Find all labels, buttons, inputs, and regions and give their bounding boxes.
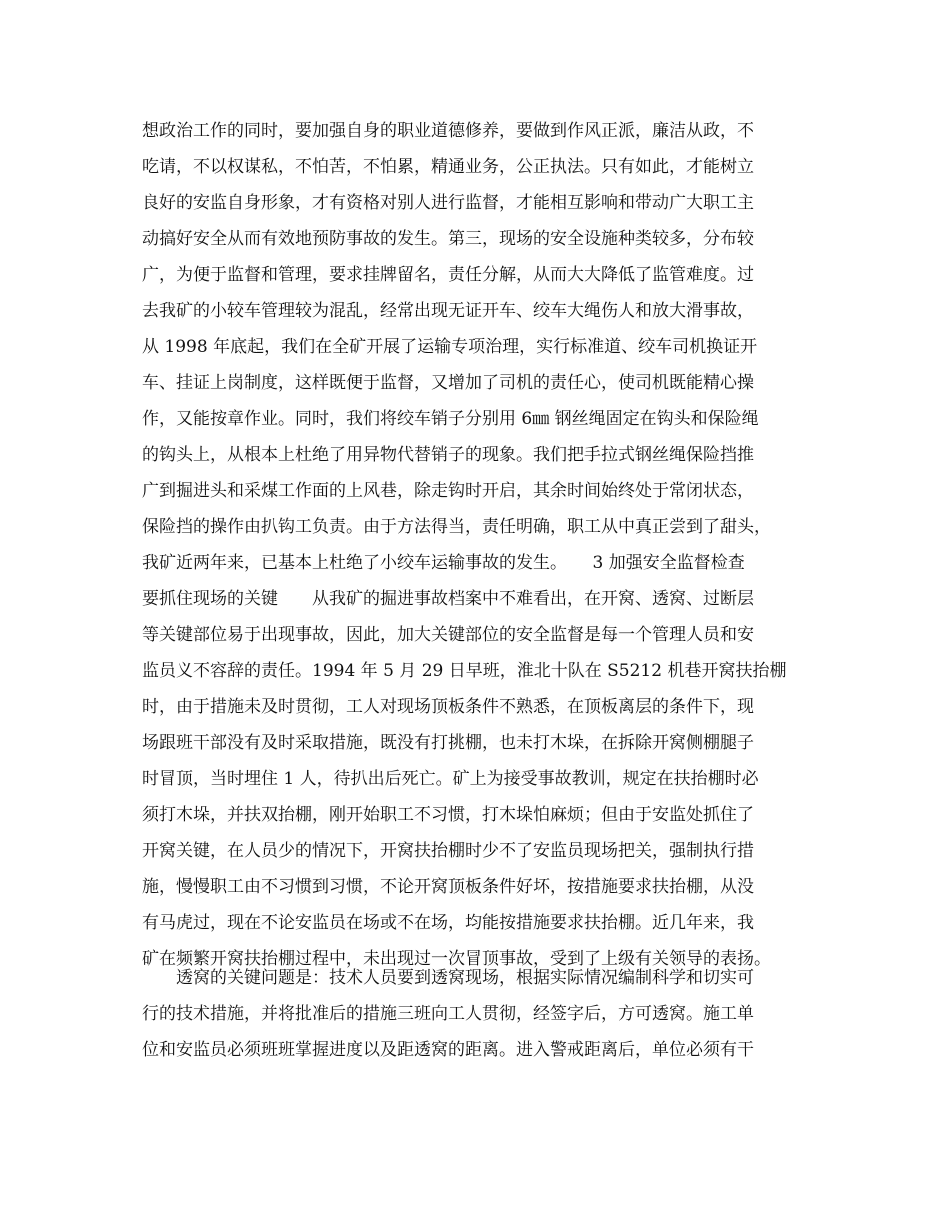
- text-line: 去我矿的小较车管理较为混乱，经常出现无证开车、绞车大绳伤人和放大滑事故，: [142, 301, 754, 321]
- text-line: 施，慢慢职工由不习惯到习惯，不论开窝顶板条件好坏，按措施要求扶抬棚，从没: [142, 877, 754, 897]
- text-line: 监员义不容辞的责任。1994 年 5 月 29 日早班，淮北十队在 S5212 机巷开窝扶抬棚: [142, 661, 787, 681]
- text-line: 透窝的关键问题是：技术人员要到透窝现场，根据实际情况编制科学和切实可: [142, 968, 754, 988]
- text-line: 时，由于措施未及时贯彻，工人对现场顶板条件不熟悉，在顶板离层的条件下，现: [142, 697, 754, 717]
- text-line: 广，为便于监督和管理，要求挂牌留名，责任分解，从而大大降低了监管难度。过: [142, 265, 754, 285]
- text-line: 想政治工作的同时，要加强自身的职业道德修养，要做到作风正派，廉洁从政，不: [142, 121, 754, 141]
- text-line: 要抓住现场的关键 从我矿的掘进事故档案中不难看出，在开窝、透窝、过断层: [142, 589, 754, 609]
- text-line: 须打木垛，并扶双抬棚，刚开始职工不习惯，打木垛怕麻烦；但由于安监处抓住了: [142, 805, 754, 825]
- text-line: 有马虎过，现在不论安监员在场或不在场，均能按措施要求扶抬棚。近几年来，我: [142, 913, 754, 933]
- text-line: 的钩头上，从根本上杜绝了用异物代替销子的现象。我们把手拉式钢丝绳保险挡推: [142, 445, 754, 465]
- text-line: 行的技术措施，并将批准后的措施三班向工人贯彻，经签字后，方可透窝。施工单: [142, 1004, 754, 1024]
- text-line: 矿在频繁开窝扶抬棚过程中，未出现过一次冒顶事故，受到了上级有关领导的表扬。: [142, 949, 771, 969]
- text-line: 吃请，不以权谋私，不怕苦，不怕累，精通业务，公正执法。只有如此，才能树立: [142, 157, 754, 177]
- text-line: 开窝关键，在人员少的情况下，开窝扶抬棚时少不了安监员现场把关，强制执行措: [142, 841, 754, 861]
- text-line: 场跟班干部没有及时采取措施，既没有打挑棚，也未打木垛，在拆除开窝侧棚腿子: [142, 733, 754, 753]
- text-line: 保险挡的操作由扒钩工负责。由于方法得当，责任明确，职工从中真正尝到了甜头，: [142, 517, 771, 537]
- text-line: 时冒顶，当时埋住 1 人，待扒出后死亡。矿上为接受事故教训，规定在扶抬棚时必: [142, 769, 759, 789]
- text-line: 广到掘进头和采煤工作面的上风巷，除走钩时开启，其余时间始终处于常闭状态，: [142, 481, 754, 501]
- text-line: 车、挂证上岗制度，这样既便于监督，又增加了司机的责任心，使司机既能精心操: [142, 373, 754, 393]
- text-line: 等关键部位易于出现事故，因此，加大关键部位的安全监督是每一个管理人员和安: [142, 625, 754, 645]
- text-line: 我矿近两年来，已基本上杜绝了小绞车运输事故的发生。 3 加强安全监督检查: [142, 553, 745, 573]
- text-line: 位和安监员必须班班掌握进度以及距透窝的距离。进入警戒距离后，单位必须有干: [142, 1040, 754, 1060]
- text-line: 动搞好安全从而有效地预防事故的发生。第三，现场的安全设施种类较多，分布较: [142, 229, 754, 249]
- text-line: 从 1998 年底起，我们在全矿开展了运输专项治理，实行标准道、绞车司机换证开: [142, 337, 758, 357]
- text-line: 作，又能按章作业。同时，我们将绞车销子分别用 6㎜ 钢丝绳固定在钩头和保险绳: [142, 409, 759, 429]
- text-line: 良好的安监自身形象，才有资格对别人进行监督，才能相互影响和带动广大职工主: [142, 193, 754, 213]
